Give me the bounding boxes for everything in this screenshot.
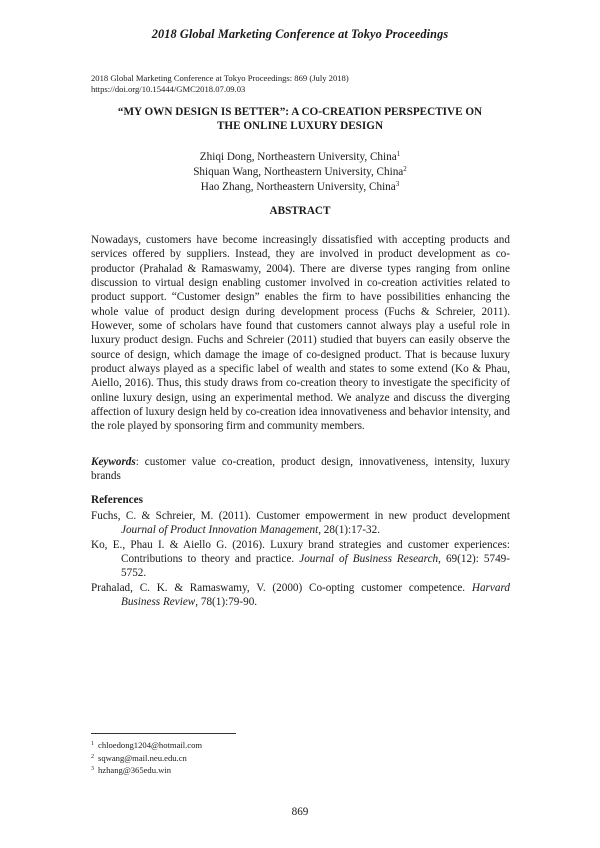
page-number: 869 — [291, 806, 309, 818]
reference-item — [91, 538, 510, 581]
title-line-1: “MY OWN DESIGN IS BETTER”: A CO-CREATION PERSPECTIVE ON — [117, 106, 483, 118]
paper-title — [70, 106, 530, 133]
author-line — [0, 180, 600, 195]
running-header: 2018 Global Marketing Conference at Tokyo Proceedings — [151, 27, 449, 41]
reference-text: Prahalad, C. K. & Ramaswamy, V. (2000) Co-opting customer competence. — [91, 581, 472, 594]
author-name: Shiquan Wang, Northeastern University, China — [193, 166, 404, 178]
references-heading: References — [91, 494, 143, 506]
citation-line: 2018 Global Marketing Conference at Tokyo Proceedings: 869 (July 2018) — [91, 73, 349, 83]
footnote-divider — [91, 733, 236, 734]
author-line — [0, 150, 600, 165]
citation-block — [91, 73, 349, 95]
author-name: Hao Zhang, Northeastern University, China — [200, 181, 396, 193]
reference-item — [91, 581, 510, 610]
keywords-text: : customer value co-creation, product design, innovativeness, intensity, luxury brands — [91, 456, 510, 483]
keywords-label: Keywords — [91, 456, 136, 468]
footnote-item — [91, 764, 202, 777]
reference-item — [91, 509, 510, 538]
footnote-email[interactable]: chloedong1204@hotmail.com — [98, 740, 203, 750]
reference-text: Ko, E., Phau I. & Aiello G. (2016). Luxury brand strategies and customer experiences: Contributions to theory and practice. — [91, 538, 510, 566]
author-footnote-mark: 3 — [395, 180, 400, 188]
reference-volume: , 28(1):17-32. — [318, 524, 381, 537]
reference-text: Fuchs, C. & Schreier, M. (2011). Customer empowerment in new product development — [91, 510, 510, 522]
reference-volume: , 69(12): 5749-5752. — [121, 553, 510, 580]
keywords-paragraph — [91, 455, 510, 484]
doi-link[interactable]: https://doi.org/10.15444/GMC2018.07.09.03 — [91, 84, 246, 94]
abstract-heading: ABSTRACT — [269, 205, 331, 217]
reference-journal: Journal of Product Innovation Management — [121, 524, 319, 537]
footnote-list — [91, 739, 202, 777]
author-list — [0, 150, 600, 195]
author-footnote-mark: 2 — [403, 165, 407, 173]
author-footnote-mark: 1 — [396, 150, 401, 158]
footnote-item — [91, 739, 202, 752]
abstract-body: Nowadays, customers have become increasingly dissatisfied with accepting products and services offered by suppliers. Instead, they are involved in product development as co-productor (Prahalad & Ramaswamy, 2004). There are diverse types ranging from online discussion to virtual design enabling customer involved in co-creation activities related to product support. “Customer design” enables the firm to have possibilities enhancing the whole value of product design during development process (Fuchs & Schreier, 2011). However, some of scholars have found that customers cannot always play a useful role in luxury product design. Fuchs and Schreier (2011) studied that buyers can easily observe the source of design, which damage the image of co-designed product. That is because luxury product always played as a specific label of wealth and states to some extend (Ko & Phau, Aiello, 2016). Thus, this study draws from co-creation theory to investigate the specificity of online luxury design, using an experimental method. We analyze and discuss the diverging affection of luxury design held by co-creation idea innovativeness and behavior intensity, and the role played by sponsoring firm and community members. — [91, 234, 510, 433]
footnote-mark: 1 — [91, 741, 94, 747]
reference-journal: Harvard Business Review — [121, 581, 510, 609]
footnote-mark: 3 — [91, 766, 94, 772]
footnote-email[interactable]: sqwang@mail.neu.edu.cn — [98, 752, 187, 763]
footnote-item — [91, 752, 202, 765]
author-name: Zhiqi Dong, Northeastern University, China — [199, 151, 397, 163]
footnote-email[interactable]: hzhang@365edu.win — [98, 765, 172, 775]
reference-volume: , 78(1):79-90. — [195, 596, 258, 609]
reference-list — [91, 509, 510, 609]
reference-journal: Journal of Business Research — [299, 553, 439, 566]
title-line-2: THE ONLINE LUXURY DESIGN — [216, 119, 384, 132]
author-line — [0, 165, 600, 180]
footnote-mark: 2 — [91, 753, 94, 760]
